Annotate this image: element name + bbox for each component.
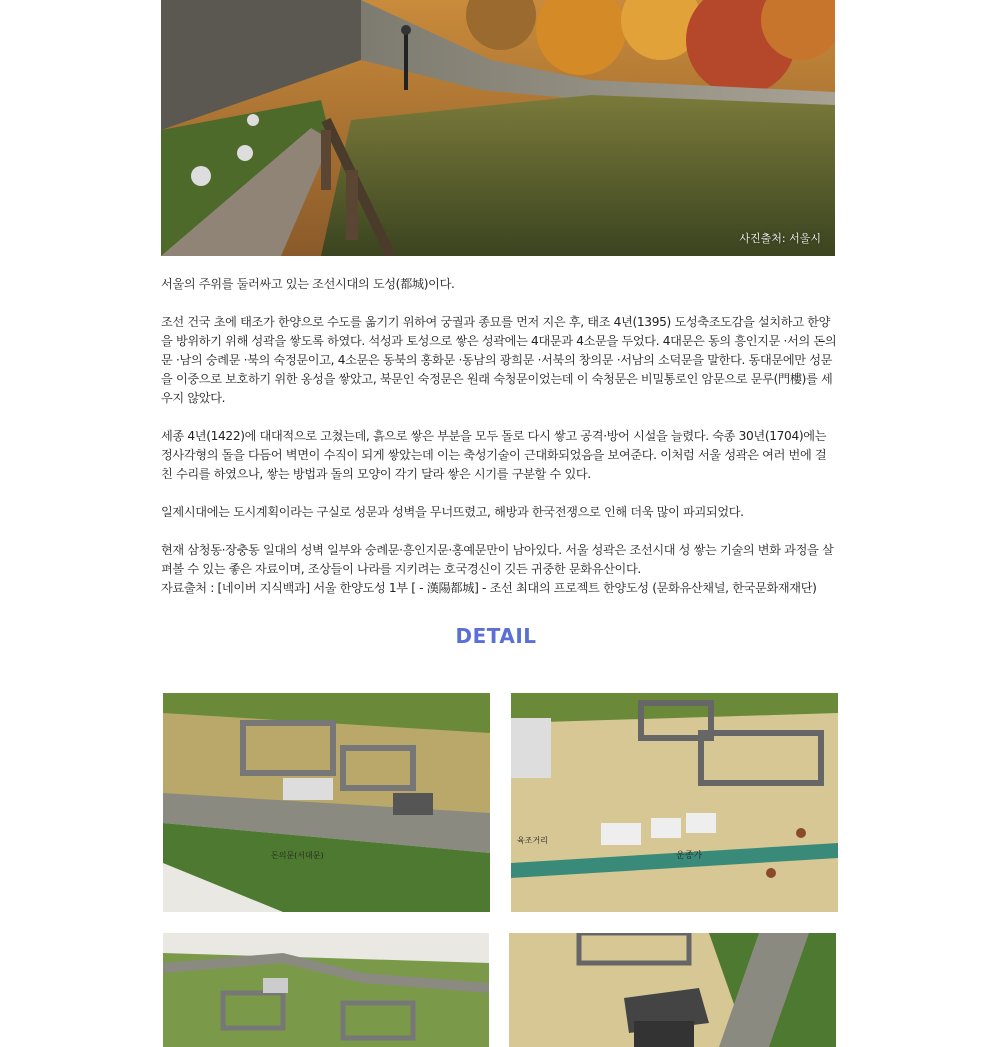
model-street-image bbox=[511, 693, 838, 912]
article-body bbox=[161, 275, 837, 598]
detail-photo-gate-tower bbox=[509, 933, 836, 1047]
photo-credit: 사진출처: 서울시 bbox=[739, 232, 821, 245]
gate-sign-label: 돈의문(서대문) bbox=[271, 851, 324, 860]
paragraph-intro: 서울의 주위를 둘러싸고 있는 조선시대의 도성(都城)이다. bbox=[161, 277, 455, 291]
hero-photo bbox=[161, 0, 835, 256]
model-west-gate-image bbox=[163, 693, 490, 912]
detail-photo-fortress-overview bbox=[163, 933, 489, 1047]
street-sign-label-2: 육조거리 bbox=[517, 836, 548, 845]
fortress-wall-photo bbox=[161, 0, 835, 256]
detail-photo-street bbox=[511, 693, 838, 912]
model-gate-tower-image bbox=[509, 933, 836, 1047]
model-fortress-overview-image bbox=[163, 933, 489, 1047]
paragraph-present: 현재 삼청동·장충동 일대의 성벽 일부와 숭례문·흥인지문·홍예문만이 남아있다. 서울 성곽은 조선시대 성 쌓는 기술의 변화 과정을 살펴볼 수 있는 좋은 자료이며, 조상들이 나라를 지키려는 호국경신이 깃든 귀중한 문화유산이다. bbox=[161, 543, 834, 576]
source-citation: 자료출처 : [네이버 지식백과] 서울 한양도성 1부 [ - 漢陽都城] - 조선 최대의 프로젝트 한양도성 (문화유산채널, 한국문화재재단) bbox=[161, 581, 817, 595]
detail-photo-west-gate bbox=[163, 693, 490, 912]
paragraph-founding: 조선 건국 초에 태조가 한양으로 수도를 옮기기 위하여 궁궐과 종묘를 먼저 지은 후, 태조 4년(1395) 도성축조도감을 설치하고 한양을 방위하기 위해 성곽을 쌓도록 하였다. 석성과 토성으로 쌓은 성곽에는 4대문과 4소문을 두었다. 4대문은 동의 흥인지문 ·서의 돈의문 ·남의 숭례문 ·북의 숙정문이고, 4소문은 동북의 홍화문 ·동남의 광희문 ·서북의 창의문 ·서남의 소덕문을 말한다. 동대문에만 성문을 이중으로 보호하기 위한 옹성을 쌓았고, 북문인 숙정문은 원래 숙청문이었는데 이 숙청문은 비밀통로인 암문으로 문루(門樓)를 세우지 않았다. bbox=[161, 315, 837, 405]
paragraph-repairs: 세종 4년(1422)에 대대적으로 고쳤는데, 흙으로 쌓은 부분을 모두 돌로 다시 쌓고 공격·방어 시설을 늘렸다. 숙종 30년(1704)에는 정사각형의 돌을 다듬어 벽면이 수직이 되게 쌓았는데 이는 축성기술이 근대화되었음을 보여준다. 이처럼 서울 성곽은 여러 번에 걸친 수리를 하였으나, 쌓는 방법과 돌의 모양이 각기 달라 쌓은 시기를 구분할 수 있다. bbox=[161, 429, 827, 481]
paragraph-colonial: 일제시대에는 도시계획이라는 구실로 성문과 성벽을 무너뜨렸고, 해방과 한국전쟁으로 인해 더욱 많이 파괴되었다. bbox=[161, 505, 744, 519]
street-sign-label: 운종가 bbox=[676, 851, 703, 861]
detail-heading: DETAIL bbox=[455, 624, 537, 648]
